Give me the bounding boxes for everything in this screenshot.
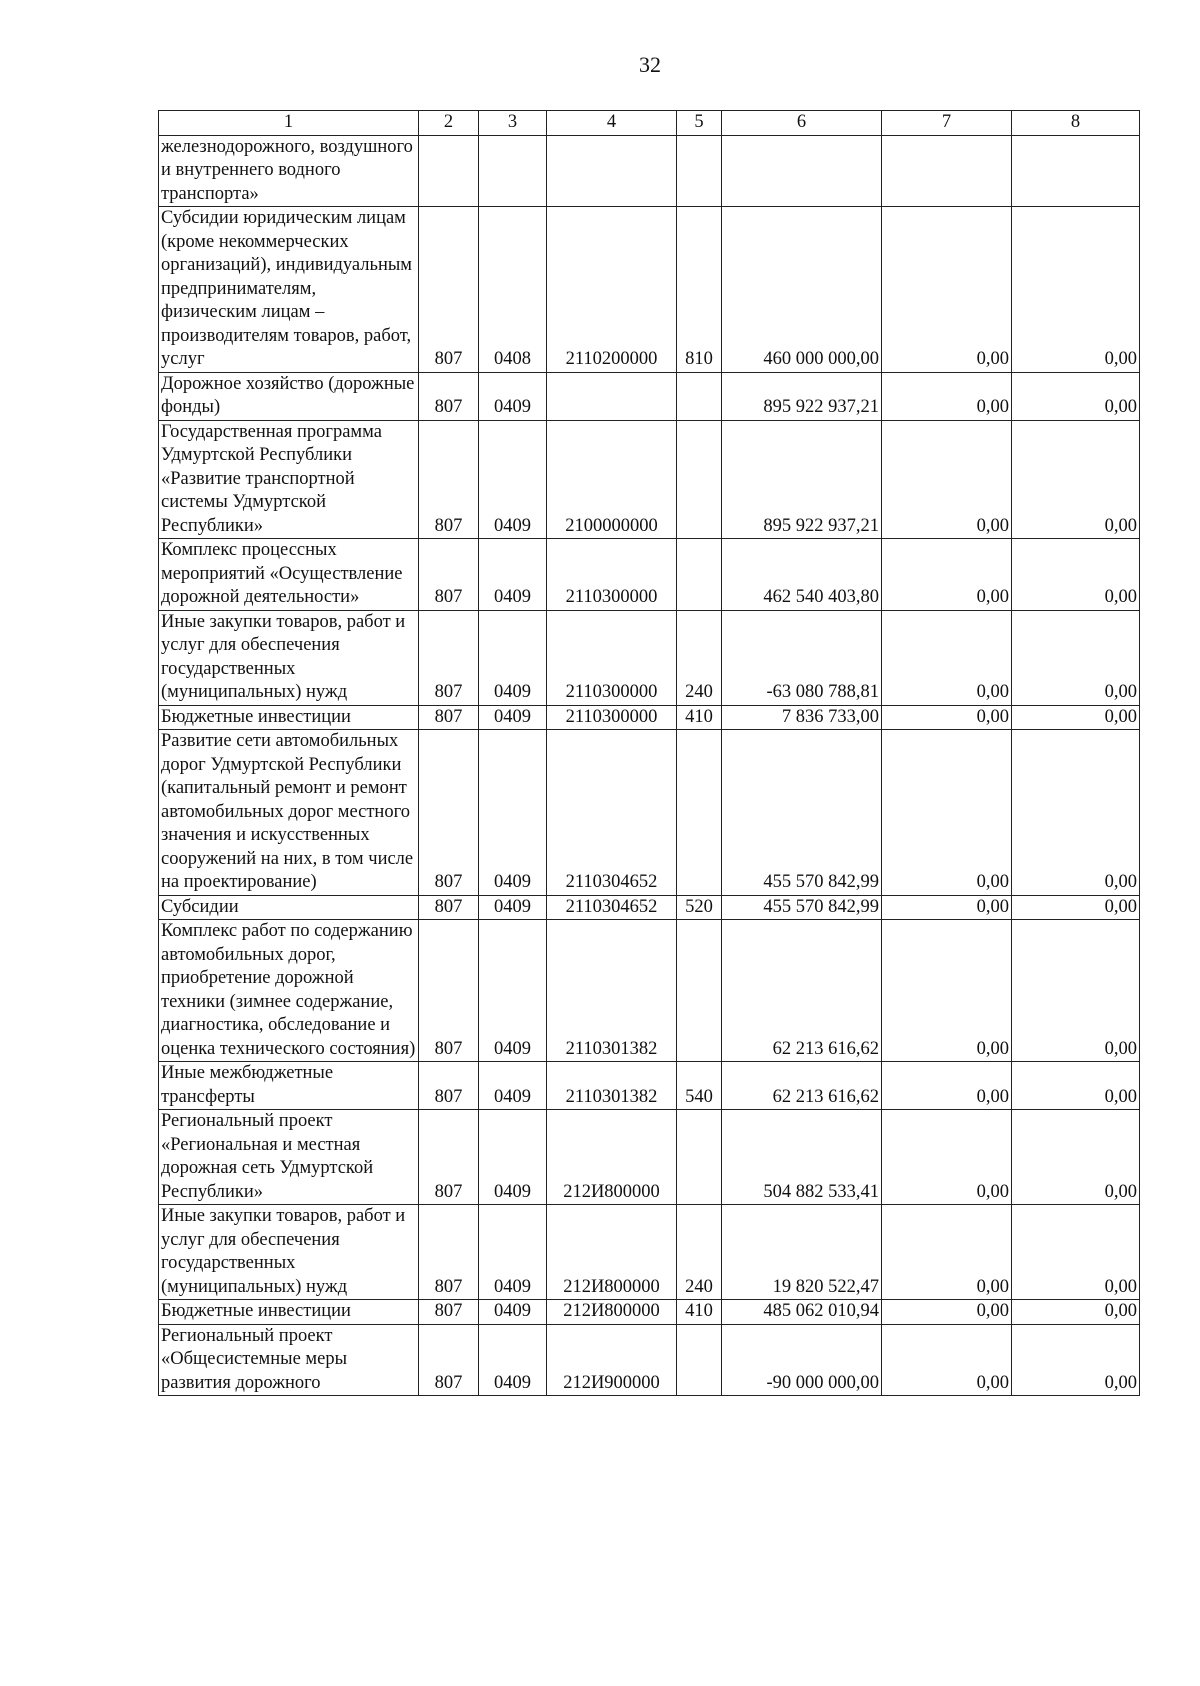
cell-col7: 0,00 bbox=[882, 372, 1012, 420]
table-row bbox=[159, 1324, 1140, 1396]
cell-admin-code: 807 bbox=[419, 705, 479, 730]
cell-admin-code: 807 bbox=[419, 539, 479, 611]
table-row bbox=[159, 1205, 1140, 1300]
table-row bbox=[159, 135, 1140, 207]
row-name: Комплекс работ по содержанию автомобильных дорог, приобретение дорожной техники (зимнее содержание, диагностика, обследование и оценка технического состояния) bbox=[159, 920, 419, 1062]
cell-target-code: 212И800000 bbox=[547, 1110, 677, 1205]
cell-admin-code bbox=[419, 135, 479, 207]
cell-col7: 0,00 bbox=[882, 920, 1012, 1062]
table-row bbox=[159, 920, 1140, 1062]
row-name: Бюджетные инвестиции bbox=[159, 1300, 419, 1325]
cell-amount: 895 922 937,21 bbox=[722, 420, 882, 539]
cell-expense-type bbox=[677, 372, 722, 420]
cell-section-code: 0408 bbox=[479, 207, 547, 373]
row-name: Бюджетные инвестиции bbox=[159, 705, 419, 730]
cell-col7: 0,00 bbox=[882, 1062, 1012, 1110]
header-row bbox=[159, 111, 1140, 136]
cell-expense-type bbox=[677, 730, 722, 896]
cell-expense-type: 240 bbox=[677, 1205, 722, 1300]
page-number: 32 bbox=[639, 52, 661, 77]
cell-col7: 0,00 bbox=[882, 207, 1012, 373]
table-row bbox=[159, 1062, 1140, 1110]
cell-admin-code: 807 bbox=[419, 1205, 479, 1300]
table-row bbox=[159, 539, 1140, 611]
cell-amount: 455 570 842,99 bbox=[722, 730, 882, 896]
cell-amount: 7 836 733,00 bbox=[722, 705, 882, 730]
cell-amount: 460 000 000,00 bbox=[722, 207, 882, 373]
cell-amount: -63 080 788,81 bbox=[722, 610, 882, 705]
cell-expense-type bbox=[677, 1324, 722, 1396]
table-row bbox=[159, 1110, 1140, 1205]
cell-col7: 0,00 bbox=[882, 1205, 1012, 1300]
row-name: Региональный проект «Региональная и местная дорожная сеть Удмуртской Республики» bbox=[159, 1110, 419, 1205]
cell-section-code bbox=[479, 135, 547, 207]
table-row bbox=[159, 207, 1140, 373]
cell-section-code: 0409 bbox=[479, 1324, 547, 1396]
cell-col7: 0,00 bbox=[882, 539, 1012, 611]
cell-amount: 62 213 616,62 bbox=[722, 920, 882, 1062]
row-name: Региональный проект «Общесистемные меры развития дорожного bbox=[159, 1324, 419, 1396]
table-row bbox=[159, 420, 1140, 539]
cell-admin-code: 807 bbox=[419, 730, 479, 896]
cell-target-code bbox=[547, 372, 677, 420]
cell-amount: 455 570 842,99 bbox=[722, 895, 882, 920]
cell-col8: 0,00 bbox=[1012, 207, 1140, 373]
row-name: Развитие сети автомобильных дорог Удмуртской Республики (капитальный ремонт и ремонт автомобильных дорог местного значения и искусственных сооружений на них, в том числе на проектирование) bbox=[159, 730, 419, 896]
table-row bbox=[159, 372, 1140, 420]
table-row bbox=[159, 730, 1140, 896]
cell-expense-type bbox=[677, 1110, 722, 1205]
cell-col8: 0,00 bbox=[1012, 895, 1140, 920]
cell-amount bbox=[722, 135, 882, 207]
cell-expense-type bbox=[677, 420, 722, 539]
cell-admin-code: 807 bbox=[419, 372, 479, 420]
table-row bbox=[159, 610, 1140, 705]
cell-col7: 0,00 bbox=[882, 730, 1012, 896]
cell-admin-code: 807 bbox=[419, 895, 479, 920]
cell-col7: 0,00 bbox=[882, 1300, 1012, 1325]
cell-target-code: 212И800000 bbox=[547, 1205, 677, 1300]
cell-col7: 0,00 bbox=[882, 420, 1012, 539]
cell-col7: 0,00 bbox=[882, 895, 1012, 920]
row-name: Комплекс процессных мероприятий «Осуществление дорожной деятельности» bbox=[159, 539, 419, 611]
row-name: Субсидии bbox=[159, 895, 419, 920]
cell-target-code: 212И800000 bbox=[547, 1300, 677, 1325]
cell-expense-type bbox=[677, 135, 722, 207]
cell-amount: 19 820 522,47 bbox=[722, 1205, 882, 1300]
cell-col8: 0,00 bbox=[1012, 730, 1140, 896]
cell-target-code: 2110301382 bbox=[547, 1062, 677, 1110]
cell-expense-type: 520 bbox=[677, 895, 722, 920]
header-col-3: 3 bbox=[479, 111, 547, 136]
cell-col7: 0,00 bbox=[882, 610, 1012, 705]
cell-section-code: 0409 bbox=[479, 610, 547, 705]
row-name: Иные закупки товаров, работ и услуг для обеспечения государственных (муниципальных) нужд bbox=[159, 610, 419, 705]
cell-target-code: 2110300000 bbox=[547, 610, 677, 705]
cell-col8: 0,00 bbox=[1012, 1205, 1140, 1300]
cell-col8: 0,00 bbox=[1012, 420, 1140, 539]
cell-amount: 462 540 403,80 bbox=[722, 539, 882, 611]
cell-col8: 0,00 bbox=[1012, 920, 1140, 1062]
header-col-6: 6 bbox=[722, 111, 882, 136]
cell-expense-type: 240 bbox=[677, 610, 722, 705]
row-name: Государственная программа Удмуртской Республики «Развитие транспортной системы Удмуртской Республики» bbox=[159, 420, 419, 539]
cell-col8 bbox=[1012, 135, 1140, 207]
cell-col8: 0,00 bbox=[1012, 1110, 1140, 1205]
cell-col7 bbox=[882, 135, 1012, 207]
row-name: Субсидии юридическим лицам (кроме некоммерческих организаций), индивидуальным предпринимателям, физическим лицам – производителям товаров, работ, услуг bbox=[159, 207, 419, 373]
cell-expense-type: 410 bbox=[677, 1300, 722, 1325]
budget-table bbox=[158, 110, 1140, 1396]
header-col-2: 2 bbox=[419, 111, 479, 136]
cell-amount: 895 922 937,21 bbox=[722, 372, 882, 420]
cell-col7: 0,00 bbox=[882, 705, 1012, 730]
cell-col8: 0,00 bbox=[1012, 372, 1140, 420]
cell-expense-type: 540 bbox=[677, 1062, 722, 1110]
header-col-1: 1 bbox=[159, 111, 419, 136]
table-row bbox=[159, 1300, 1140, 1325]
cell-section-code: 0409 bbox=[479, 705, 547, 730]
cell-section-code: 0409 bbox=[479, 920, 547, 1062]
cell-admin-code: 807 bbox=[419, 610, 479, 705]
cell-col8: 0,00 bbox=[1012, 610, 1140, 705]
cell-target-code: 2110301382 bbox=[547, 920, 677, 1062]
row-name: Иные межбюджетные трансферты bbox=[159, 1062, 419, 1110]
cell-target-code: 2110300000 bbox=[547, 705, 677, 730]
cell-expense-type bbox=[677, 539, 722, 611]
cell-admin-code: 807 bbox=[419, 1062, 479, 1110]
cell-amount: -90 000 000,00 bbox=[722, 1324, 882, 1396]
cell-target-code: 2100000000 bbox=[547, 420, 677, 539]
row-name: железнодорожного, воздушного и внутреннего водного транспорта» bbox=[159, 135, 419, 207]
cell-admin-code: 807 bbox=[419, 920, 479, 1062]
cell-admin-code: 807 bbox=[419, 1300, 479, 1325]
cell-section-code: 0409 bbox=[479, 1300, 547, 1325]
cell-target-code: 2110300000 bbox=[547, 539, 677, 611]
cell-amount: 485 062 010,94 bbox=[722, 1300, 882, 1325]
cell-target-code: 2110304652 bbox=[547, 895, 677, 920]
cell-section-code: 0409 bbox=[479, 895, 547, 920]
cell-target-code: 2110304652 bbox=[547, 730, 677, 896]
cell-section-code: 0409 bbox=[479, 372, 547, 420]
cell-expense-type: 810 bbox=[677, 207, 722, 373]
table-row bbox=[159, 895, 1140, 920]
header-col-4: 4 bbox=[547, 111, 677, 136]
header-col-5: 5 bbox=[677, 111, 722, 136]
cell-section-code: 0409 bbox=[479, 730, 547, 896]
table-row bbox=[159, 705, 1140, 730]
cell-admin-code: 807 bbox=[419, 1324, 479, 1396]
header-col-7: 7 bbox=[882, 111, 1012, 136]
cell-amount: 504 882 533,41 bbox=[722, 1110, 882, 1205]
cell-section-code: 0409 bbox=[479, 1062, 547, 1110]
cell-admin-code: 807 bbox=[419, 207, 479, 373]
cell-col8: 0,00 bbox=[1012, 1300, 1140, 1325]
cell-col8: 0,00 bbox=[1012, 1324, 1140, 1396]
cell-target-code bbox=[547, 135, 677, 207]
cell-col8: 0,00 bbox=[1012, 539, 1140, 611]
cell-section-code: 0409 bbox=[479, 1205, 547, 1300]
cell-col8: 0,00 bbox=[1012, 705, 1140, 730]
cell-expense-type bbox=[677, 920, 722, 1062]
cell-section-code: 0409 bbox=[479, 420, 547, 539]
header-col-8: 8 bbox=[1012, 111, 1140, 136]
cell-admin-code: 807 bbox=[419, 1110, 479, 1205]
cell-amount: 62 213 616,62 bbox=[722, 1062, 882, 1110]
cell-target-code: 212И900000 bbox=[547, 1324, 677, 1396]
row-name: Иные закупки товаров, работ и услуг для обеспечения государственных (муниципальных) нужд bbox=[159, 1205, 419, 1300]
cell-section-code: 0409 bbox=[479, 1110, 547, 1205]
cell-col7: 0,00 bbox=[882, 1110, 1012, 1205]
table-body bbox=[159, 135, 1140, 1396]
cell-col8: 0,00 bbox=[1012, 1062, 1140, 1110]
cell-target-code: 2110200000 bbox=[547, 207, 677, 373]
cell-admin-code: 807 bbox=[419, 420, 479, 539]
cell-section-code: 0409 bbox=[479, 539, 547, 611]
cell-expense-type: 410 bbox=[677, 705, 722, 730]
row-name: Дорожное хозяйство (дорожные фонды) bbox=[159, 372, 419, 420]
cell-col7: 0,00 bbox=[882, 1324, 1012, 1396]
